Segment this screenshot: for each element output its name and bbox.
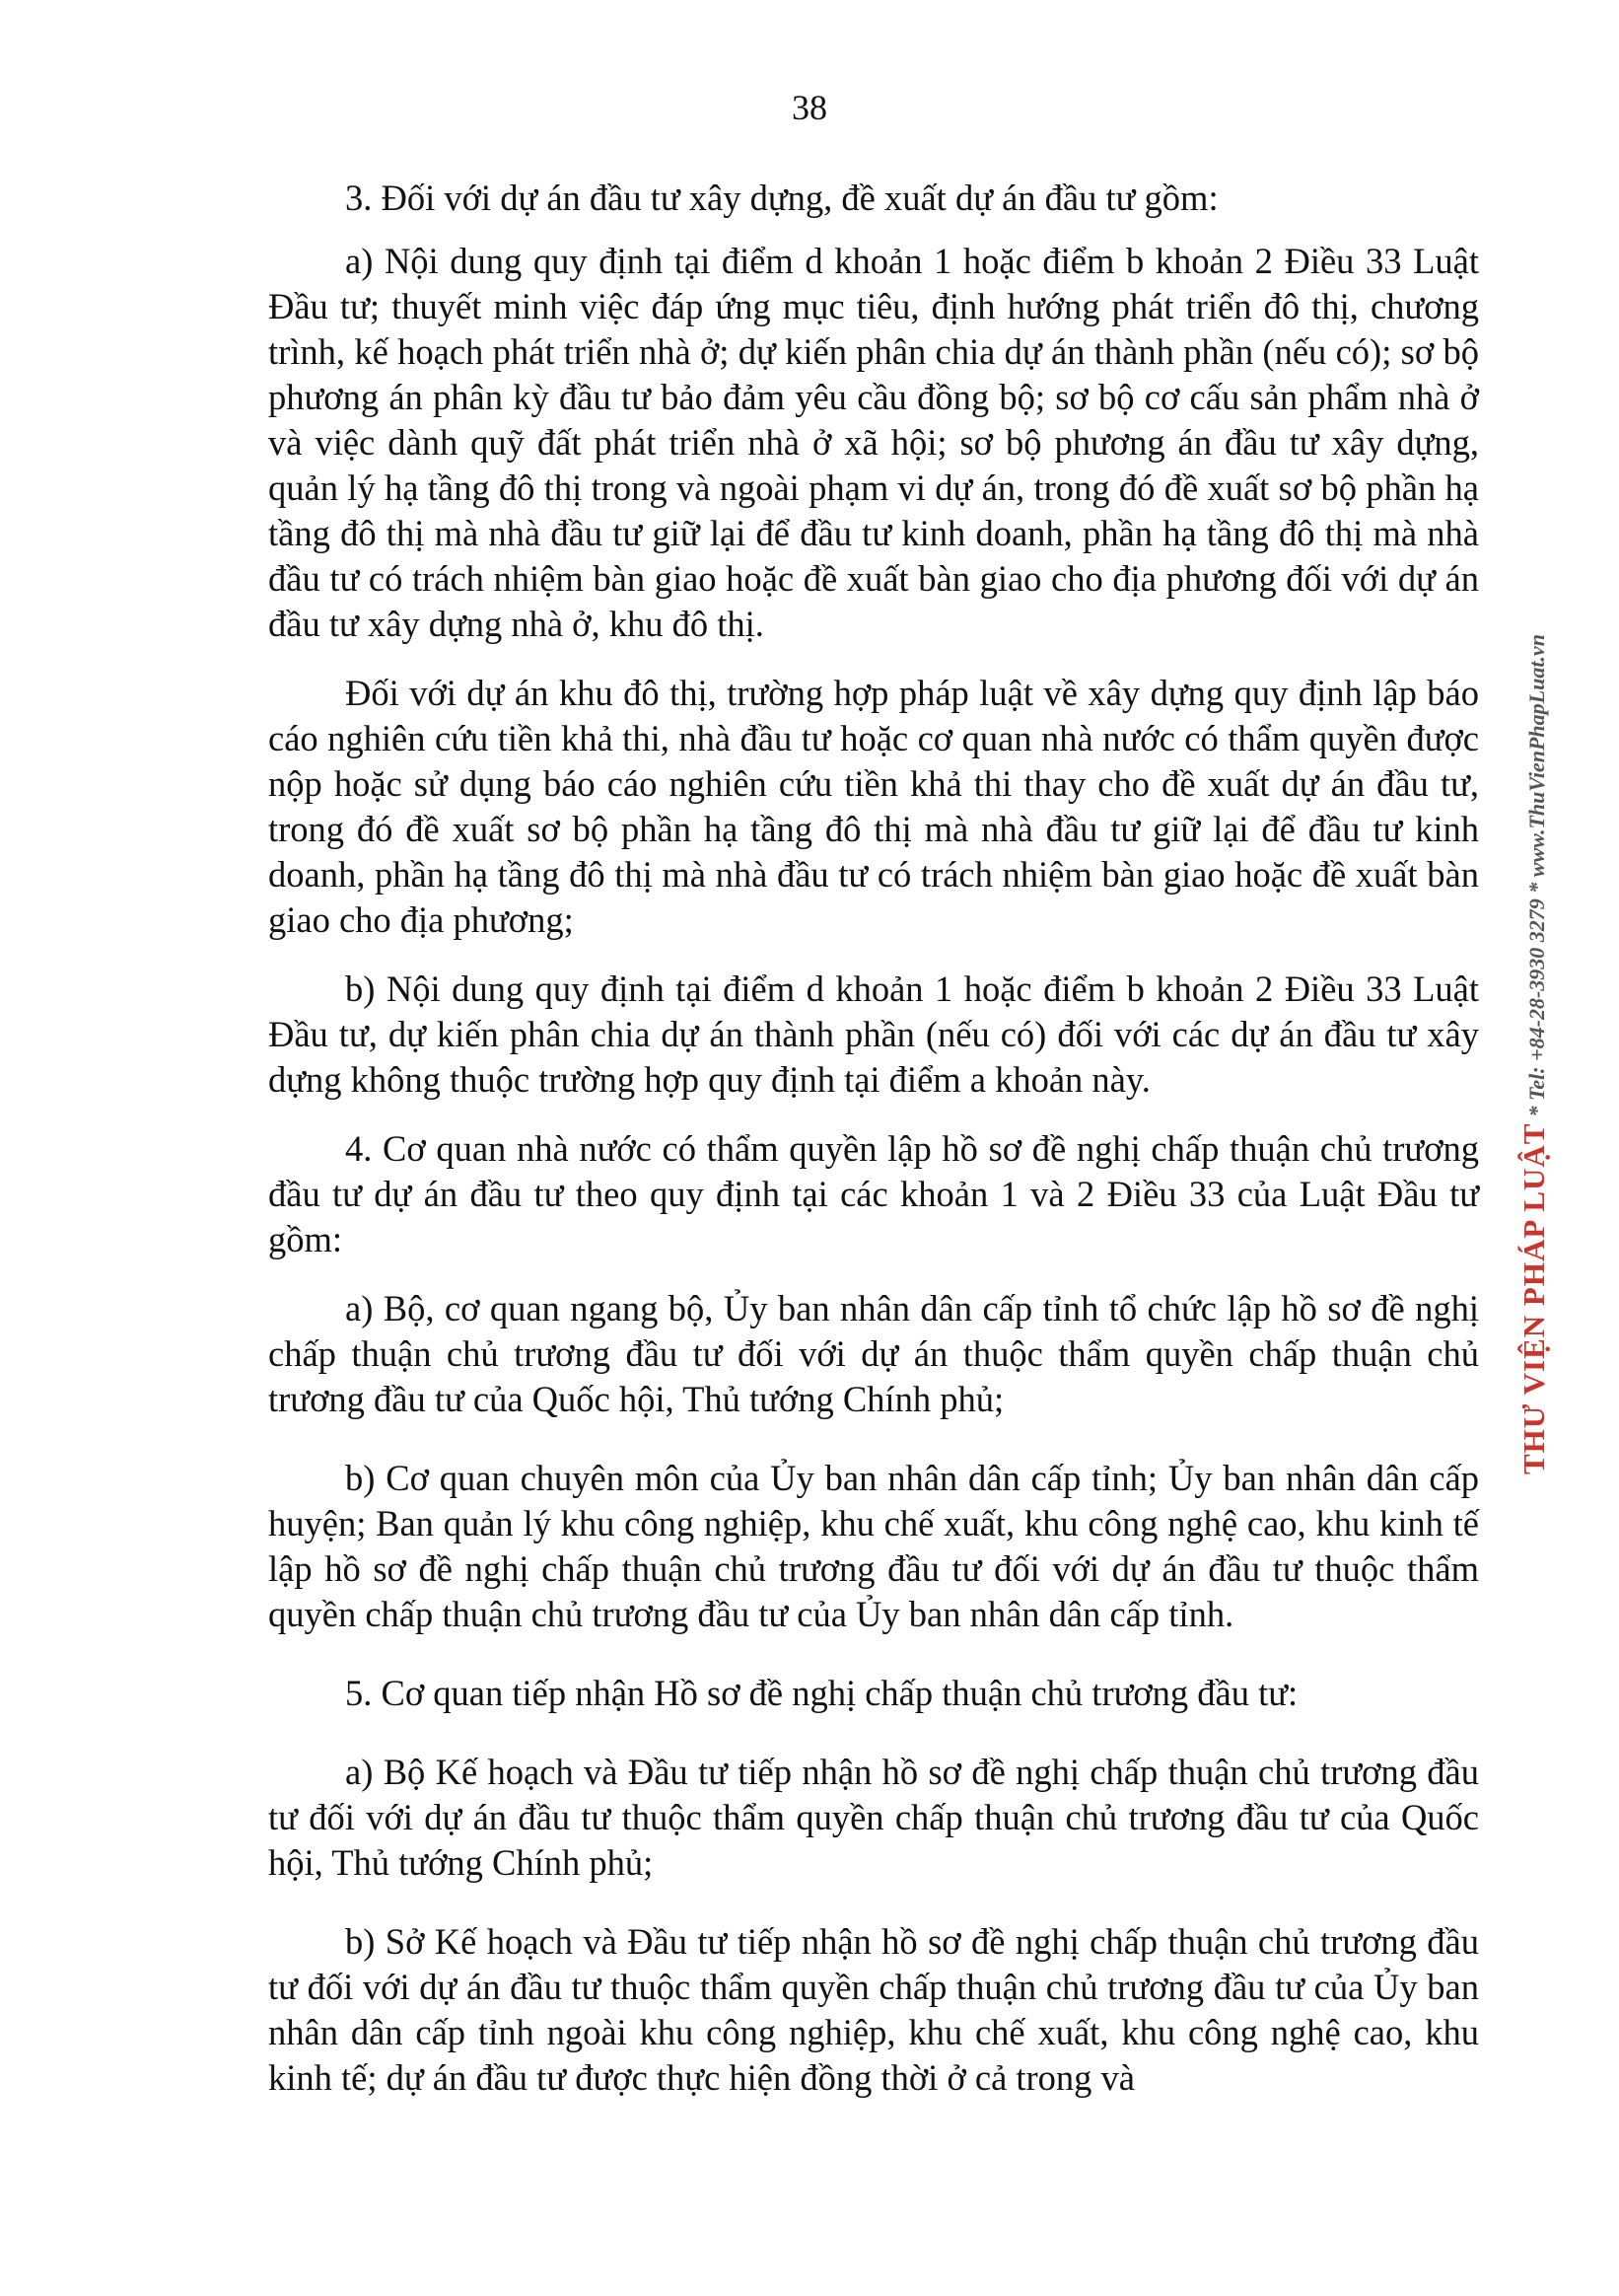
paragraph-section-5: 5. Cơ quan tiếp nhận Hồ sơ đề nghị chấp thuận chủ trương đầu tư: [345, 1673, 1299, 1713]
paragraph-section-4b: b) Cơ quan chuyên môn của Ủy ban nhân dân cấp tỉnh; Ủy ban nhân dân cấp huyện; Ban quản lý khu công nghiệp, khu chế xuất, khu công nghệ cao, khu kinh tế lập hồ sơ đề nghị chấp thuận chủ trương đầu tư đối với dự án đầu tư thuộc thẩm quyền chấp thuận chủ trương đầu tư của Ủy ban nhân dân cấp tỉnh. [268, 1458, 1479, 1634]
page-number: 38 [792, 88, 827, 127]
watermark-contact: * Tel: +84-28-3930 3279 * www.ThuVienPhapLuat.vn [1524, 634, 1549, 1117]
paragraph-section-3b: b) Nội dung quy định tại điểm d khoản 1 hoặc điểm b khoản 2 Điều 33 Luật Đầu tư, dự kiến phân chia dự án thành phần (nếu có) đối với các dự án đầu tư xây dựng không thuộc trường hợp quy định tại điểm a khoản này. [268, 969, 1479, 1100]
watermark-main: THƯ VIỆN PHÁP LUẬT [1516, 1122, 1551, 1474]
watermark [1516, 634, 1552, 1474]
paragraph-section-5a: a) Bộ Kế hoạch và Đầu tư tiếp nhận hồ sơ đề nghị chấp thuận chủ trương đầu tư đối với dự án đầu tư thuộc thẩm quyền chấp thuận chủ trương đầu tư của Quốc hội, Thủ tướng Chính phủ; [268, 1752, 1479, 1883]
paragraph-section-4: 4. Cơ quan nhà nước có thẩm quyền lập hồ sơ đề nghị chấp thuận chủ trương đầu tư dự án đầu tư theo quy định tại các khoản 1 và 2 Điều 33 của Luật Đầu tư gồm: [268, 1128, 1479, 1259]
paragraph-section-3a: a) Nội dung quy định tại điểm d khoản 1 hoặc điểm b khoản 2 Điều 33 Luật Đầu tư; thuyết minh việc đáp ứng mục tiêu, định hướng phát triển đô thị, chương trình, kế hoạch phát triển nhà ở; dự kiến phân chia dự án thành phần (nếu có); sơ bộ phương án phân kỳ đầu tư bảo đảm yêu cầu đồng bộ; sơ bộ cơ cấu sản phẩm nhà ở và việc dành quỹ đất phát triển nhà ở xã hội; sơ bộ phương án đầu tư xây dựng, quản lý hạ tầng đô thị trong và ngoài phạm vi dự án, trong đó đề xuất sơ bộ phần hạ tầng đô thị mà nhà đầu tư giữ lại để đầu tư kinh doanh, phần hạ tầng đô thị mà nhà đầu tư có trách nhiệm bàn giao hoặc đề xuất bàn giao cho địa phương đối với dự án đầu tư xây dựng nhà ở, khu đô thị. [268, 241, 1479, 644]
paragraph-section-4a: a) Bộ, cơ quan ngang bộ, Ủy ban nhân dân cấp tỉnh tổ chức lập hồ sơ đề nghị chấp thuận chủ trương đầu tư đối với dự án thuộc thẩm quyền chấp thuận chủ trương đầu tư của Quốc hội, Thủ tướng Chính phủ; [268, 1288, 1479, 1419]
paragraph-urban-area-project: Đối với dự án khu đô thị, trường hợp pháp luật về xây dựng quy định lập báo cáo nghiên cứu tiền khả thi, nhà đầu tư hoặc cơ quan nhà nước có thẩm quyền được nộp hoặc sử dụng báo cáo nghiên cứu tiền khả thi thay cho đề xuất dự án đầu tư, trong đó đề xuất sơ bộ phần hạ tầng đô thị mà nhà đầu tư giữ lại để đầu tư kinh doanh, phần hạ tầng đô thị mà nhà đầu tư có trách nhiệm bàn giao hoặc đề xuất bàn giao cho địa phương; [268, 673, 1479, 940]
document-body [268, 176, 1479, 2101]
paragraph-section-3: 3. Đối với dự án đầu tư xây dựng, đề xuất dự án đầu tư gồm: [345, 178, 1219, 218]
paragraph-section-5b: b) Sở Kế hoạch và Đầu tư tiếp nhận hồ sơ đề nghị chấp thuận chủ trương đầu tư đối với dự án đầu tư thuộc thẩm quyền chấp thuận chủ trương đầu tư của Ủy ban nhân dân cấp tỉnh ngoài khu công nghiệp, khu chế xuất, khu công nghệ cao, khu kinh tế; dự án đầu tư được thực hiện đồng thời ở cả trong và [268, 1921, 1479, 2098]
